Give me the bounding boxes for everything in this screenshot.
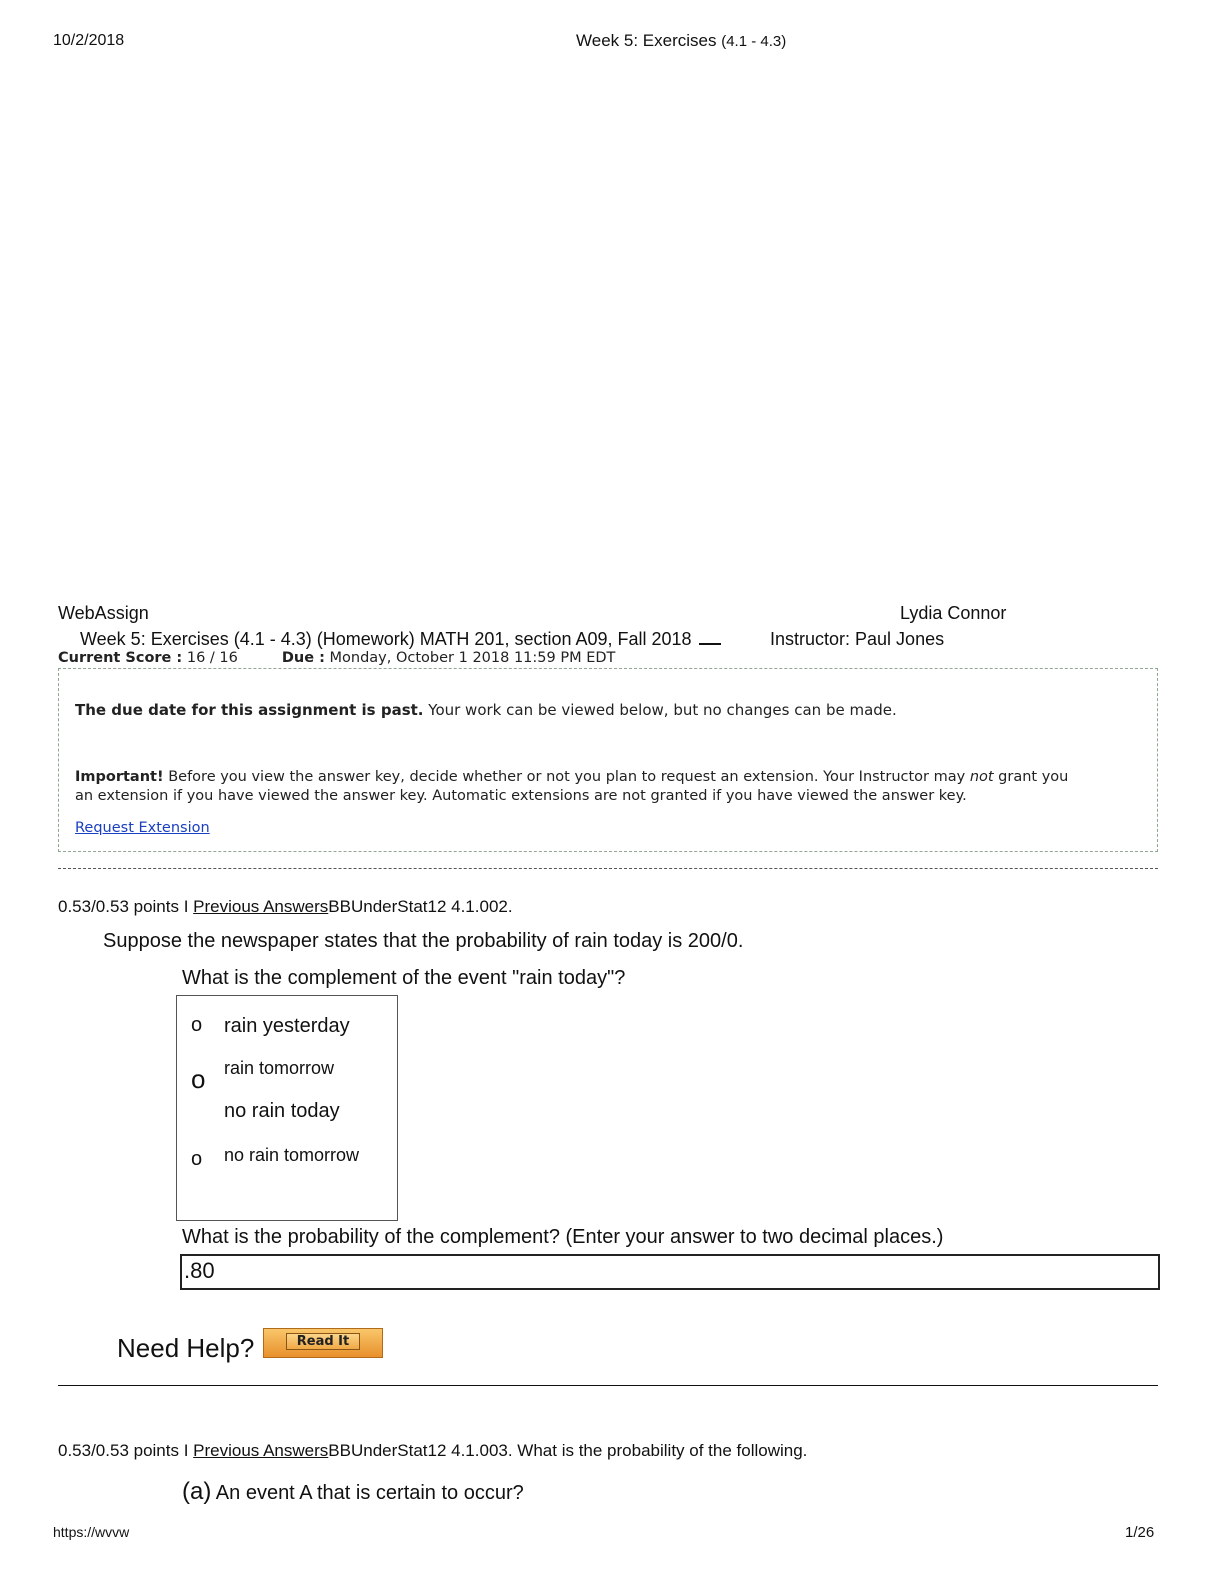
q1-prompt-2: What is the probability of the complement? (Enter your answer to two decimal places.)	[182, 1226, 944, 1248]
assignment-title	[80, 629, 721, 650]
option-label-2: rain tomorrow	[224, 1058, 335, 1078]
notice-box	[58, 668, 1158, 852]
request-extension-link[interactable]: Request Extension	[75, 820, 210, 836]
q1-choices-box	[176, 995, 398, 1221]
q1-stem: Suppose the newspaper states that the probability of rain today is 200/0.	[103, 930, 744, 952]
q2-part-a-text: An event A that is certain to occur?	[215, 1482, 524, 1504]
brand-name: WebAssign	[58, 603, 149, 623]
important-line-2: an extension if you have viewed the answer key. Automatic extensions are not granted if you have viewed the answer key.	[75, 788, 967, 804]
print-title	[576, 31, 786, 51]
important-bold: Important!	[75, 769, 164, 785]
q2-part-a-label: (a)	[182, 1478, 212, 1505]
q2-previous-answers-link[interactable]: Previous Answers	[193, 1441, 329, 1460]
q1-prompt: What is the complement of the event "rain today"?	[182, 967, 626, 989]
q1-reference: BBUnderStat12 4.1.002.	[328, 897, 513, 916]
q1-answer-field[interactable]: .80	[180, 1254, 1160, 1290]
due-label: Due :	[281, 650, 325, 666]
option-label-1: rain yesterday	[224, 1015, 350, 1037]
question-divider	[58, 1385, 1158, 1386]
q1-meta	[58, 897, 513, 917]
read-it-button[interactable]	[263, 1328, 383, 1358]
q1-points: 0.53/0.53 points I	[58, 897, 194, 916]
score-value: 16 / 16	[186, 650, 238, 666]
important-not: not	[969, 769, 994, 785]
q2-part-a	[182, 1478, 524, 1506]
q2-reference: BBUnderStat12 4.1.003. What is the probability of the following.	[328, 1441, 808, 1460]
past-due-message	[75, 701, 897, 719]
option-label-3: no rain today	[224, 1100, 340, 1122]
q2-meta	[58, 1441, 807, 1461]
read-it-label: Read It	[286, 1333, 360, 1350]
q2-points: 0.53/0.53 points I	[58, 1441, 194, 1460]
print-title-range: (4.1 - 4.3)	[721, 33, 787, 50]
radio-option-1[interactable]: o	[191, 1014, 203, 1036]
due-value: Monday, October 1 2018 11:59 PM EDT	[329, 650, 616, 666]
footer-page-number: 1/26	[1125, 1524, 1155, 1541]
important-message	[75, 769, 1068, 785]
section-divider	[58, 868, 1158, 869]
past-due-bold: The due date for this assignment is past.	[75, 701, 424, 719]
title-underscore	[699, 643, 721, 645]
assignment-title-text: Week 5: Exercises (4.1 - 4.3) (Homework) MATH 201, section A09, Fall 2018	[80, 629, 692, 649]
past-due-rest: Your work can be viewed below, but no changes can be made.	[423, 701, 897, 719]
print-title-main: Week 5: Exercises	[576, 31, 717, 50]
radio-option-2[interactable]: o	[191, 1064, 206, 1094]
radio-option-4[interactable]: o	[191, 1148, 203, 1170]
score-label: Current Score :	[58, 650, 183, 666]
score-due-line	[58, 650, 615, 666]
footer-url: https://wvvw	[53, 1524, 130, 1540]
q1-previous-answers-link[interactable]: Previous Answers	[193, 897, 329, 916]
instructor-name: Instructor: Paul Jones	[770, 629, 945, 649]
need-help-label: Need Help?	[117, 1333, 255, 1363]
important-text-1: Before you view the answer key, decide whether or not you plan to request an extension. Your Instructor may	[163, 769, 970, 785]
option-label-4: no rain tomorrow	[224, 1145, 360, 1165]
student-name: Lydia Connor	[900, 603, 1007, 623]
important-text-2: grant you	[993, 769, 1069, 785]
print-date: 10/2/2018	[53, 32, 125, 49]
